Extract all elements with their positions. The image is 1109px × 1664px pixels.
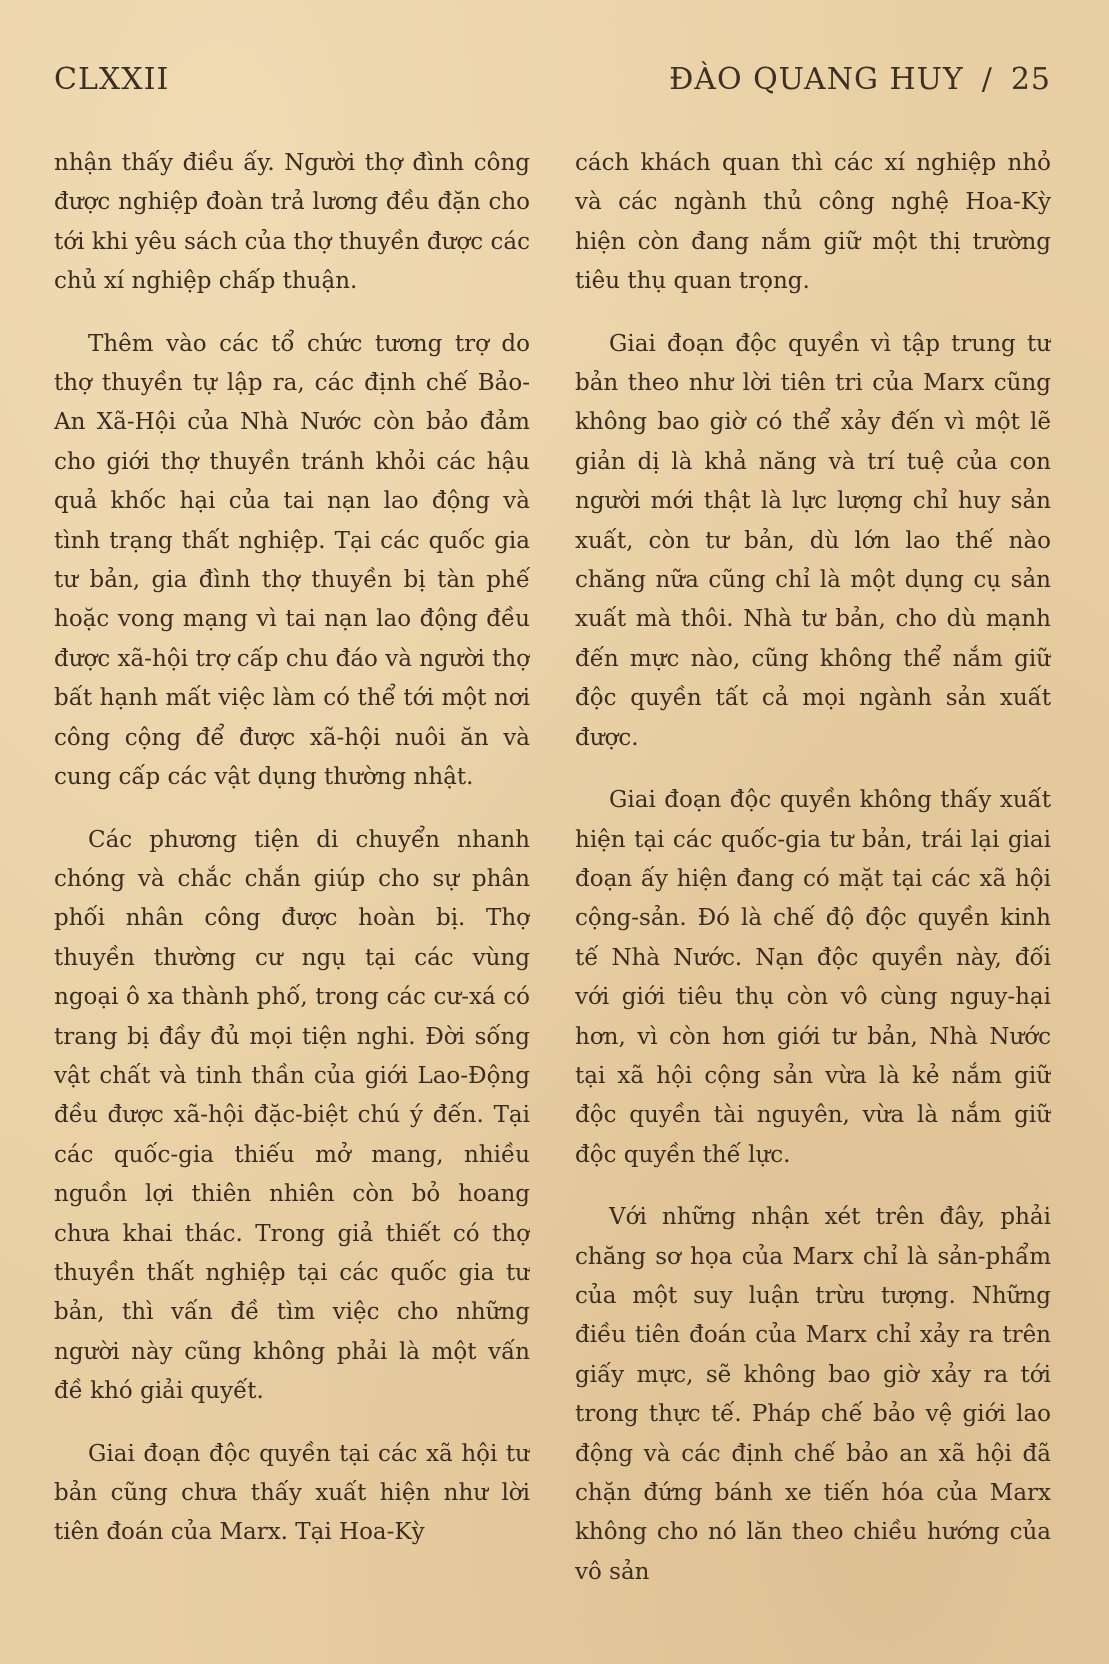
left-column (54, 144, 530, 1644)
page-number: 25 (1010, 62, 1051, 97)
header-separator: / (981, 62, 993, 97)
chapter-marker: CLXXII (54, 62, 170, 97)
paragraph: Với những nhận xét trên đây, phải chăng sơ họa của Marx chỉ là sản-phẩm của một suy luận trừu tượng. Những điều tiên đoán của Marx chỉ xảy ra trên giấy mực, sẽ không bao giờ xảy ra tới trong thực tế. Pháp chế bảo vệ giới lao động và các định chế bảo an xã hội đã chặn đứng bánh xe tiến hóa của Marx không cho nó lăn theo chiều hướng của vô sản (575, 1204, 1051, 1585)
paragraph: Giai đoạn độc quyền vì tập trung tư bản theo như lời tiên tri của Marx cũng không bao giờ có thể xảy đến vì một lẽ giản dị là khả năng và trí tuệ của con người mới thật là lực lượng chỉ huy sản xuất, còn tư bản, dù lớn lao thế nào chăng nữa cũng chỉ là một dụng cụ sản xuất mà thôi. Nhà tư bản, cho dù mạnh đến mực nào, cũng không thể nắm giữ độc quyền tất cả mọi ngành sản xuất được. (575, 330, 1051, 751)
author-name: ĐÀO QUANG HUY (669, 62, 964, 97)
paragraph: cách khách quan thì các xí nghiệp nhỏ và các ngành thủ công nghệ Hoa-Kỳ hiện còn đang nắm giữ một thị trường tiêu thụ quan trọng. (575, 150, 1051, 295)
running-header (54, 62, 1051, 106)
right-column (575, 144, 1051, 1644)
paragraph: nhận thấy điều ấy. Người thợ đình công được nghiệp đoàn trả lương đều đặn cho tới khi yêu sách của thợ thuyền được các chủ xí nghiệp chấp thuận. (54, 150, 530, 295)
text-columns (54, 144, 1051, 1644)
paragraph: Các phương tiện di chuyển nhanh chóng và chắc chắn giúp cho sự phân phối nhân công được hoàn bị. Thợ thuyền thường cư ngụ tại các vùng ngoại ô xa thành phố, trong các cư-xá có trang bị đầy đủ mọi tiện nghi. Đời sống vật chất và tinh thần của giới Lao-Động đều được xã-hội đặc-biệt chú ý đến. Tại các quốc-gia thiếu mở mang, nhiều nguồn lợi thiên nhiên còn bỏ hoang chưa khai thác. Trong giả thiết có thợ thuyền thất nghiệp tại các quốc gia tư bản, thì vấn đề tìm việc cho những người này cũng không phải là một vấn đề khó giải quyết. (54, 826, 530, 1405)
paragraph: Giai đoạn độc quyền tại các xã hội tư bản cũng chưa thấy xuất hiện như lời tiên đoán của Marx. Tại Hoa-Kỳ (54, 1440, 530, 1546)
header-right (669, 62, 1051, 97)
paragraph: Thêm vào các tổ chức tương trợ do thợ thuyền tự lập ra, các định chế Bảo-An Xã-Hội của Nhà Nước còn bảo đảm cho giới thợ thuyền tránh khỏi các hậu quả khốc hại của tai nạn lao động và tình trạng thất nghiệp. Tại các quốc gia tư bản, gia đình thợ thuyền bị tàn phế hoặc vong mạng vì tai nạn lao động đều được xã-hội trợ cấp chu đáo và người thợ bất hạnh mất việc làm có thể tới một nơi công cộng để được xã-hội nuôi ăn và cung cấp các vật dụng thường nhật. (54, 330, 530, 791)
paragraph: Giai đoạn độc quyền không thấy xuất hiện tại các quốc-gia tư bản, trái lại giai đoạn ấy hiện đang có mặt tại các xã hội cộng-sản. Đó là chế độ độc quyền kinh tế Nhà Nước. Nạn độc quyền này, đối với giới tiêu thụ còn vô cùng nguy-hại hơn, vì còn hơn giới tư bản, Nhà Nước tại xã hội cộng sản vừa là kẻ nắm giữ độc quyền tài nguyên, vừa là nắm giữ độc quyền thế lực. (575, 787, 1051, 1168)
